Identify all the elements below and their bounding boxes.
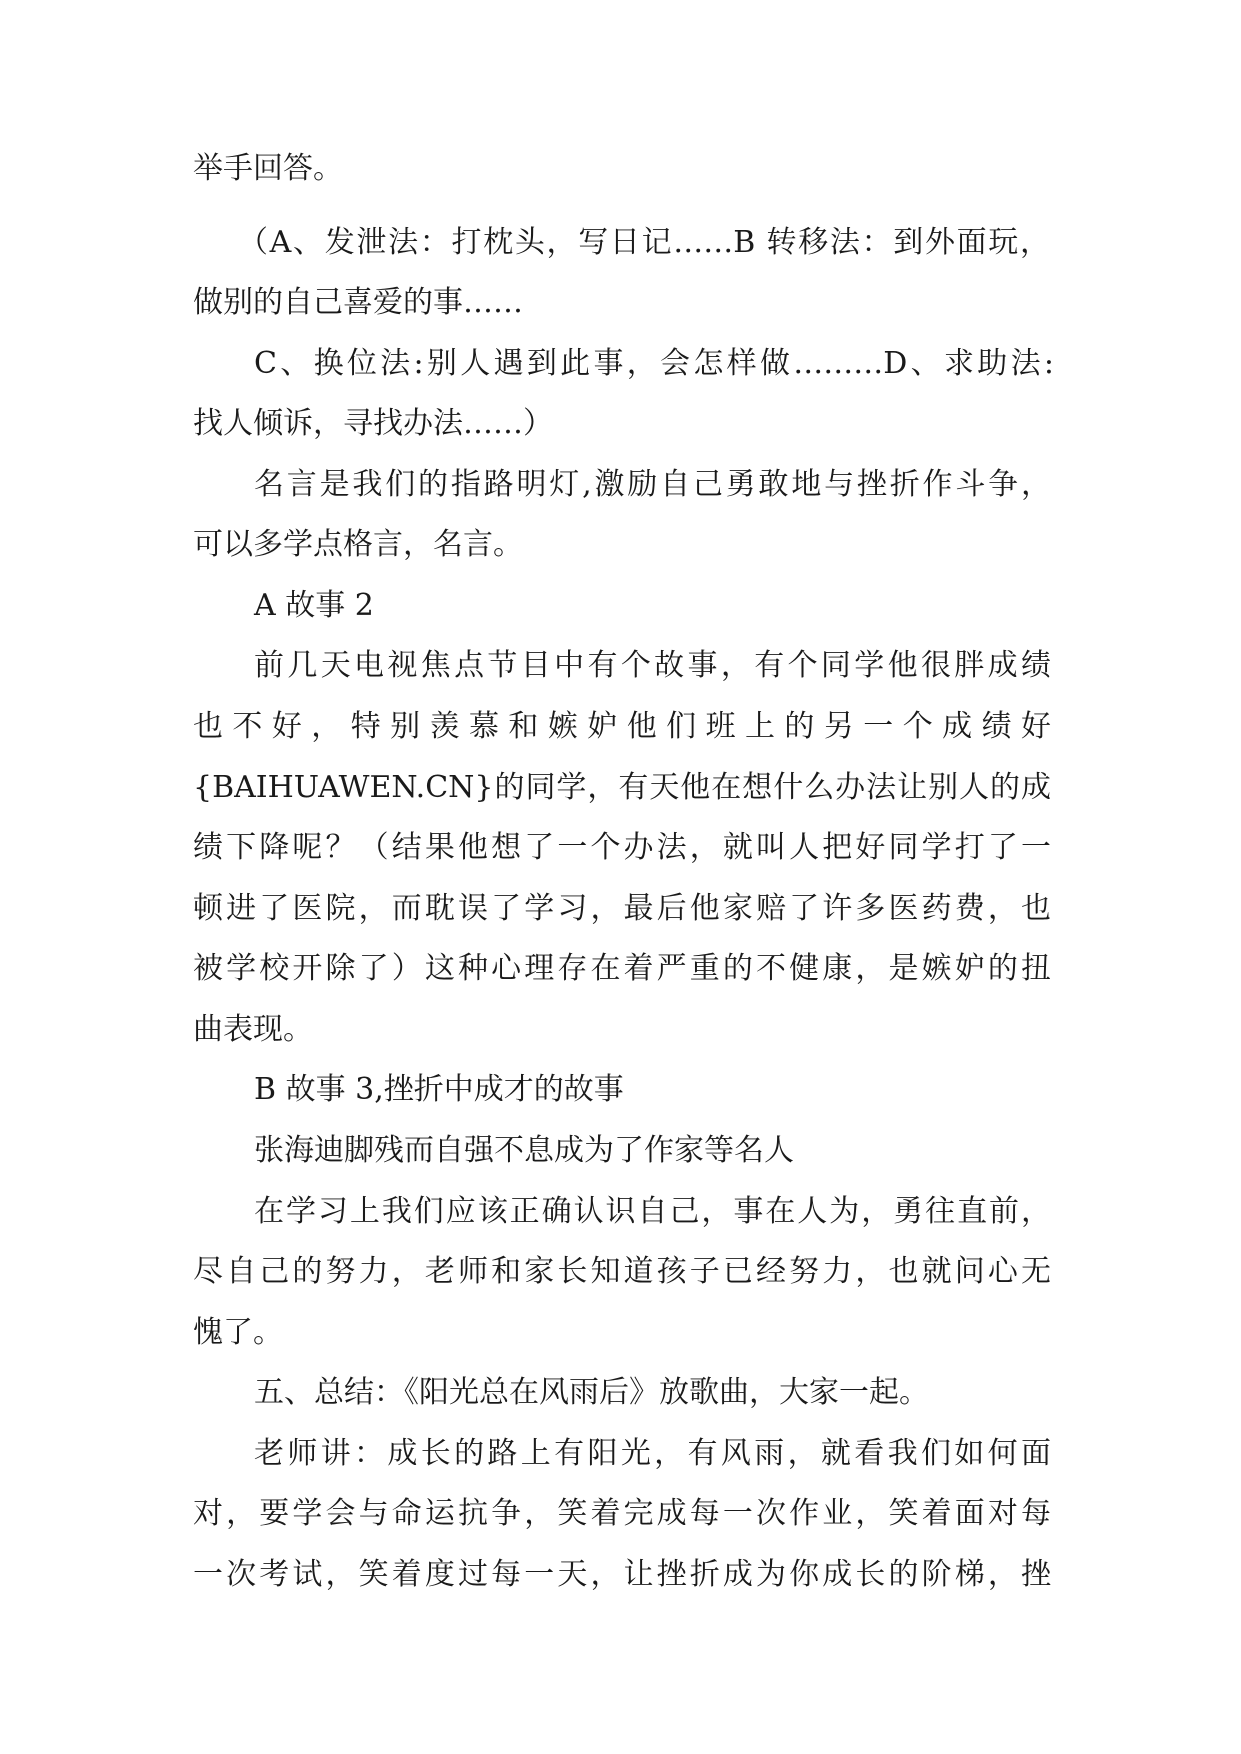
text-line: A 故事 2 — [254, 588, 374, 623]
text-line: 也不好，特别羡慕和嫉妒他们班上的另一个成绩好 — [193, 709, 1051, 744]
text-line: 做别的自己喜爱的事…… — [193, 285, 523, 320]
text-line: 曲表现。 — [193, 1012, 313, 1047]
text-line: 对，要学会与命运抗争，笑着完成每一次作业，笑着面对每 — [193, 1496, 1051, 1531]
text-line: 五、总结：《阳光总在风雨后》放歌曲，大家一起。 — [254, 1375, 929, 1410]
text-line: C、换位法:别人遇到此事，会怎样做………D、求助法: — [254, 346, 1054, 381]
text-line: 被学校开除了）这种心理存在着严重的不健康，是嫉妒的扭 — [193, 951, 1051, 986]
text-line: 名言是我们的指路明灯,激励自己勇敢地与挫折作斗争， — [254, 467, 1051, 502]
text-line: 前几天电视焦点节目中有个故事，有个同学他很胖成绩 — [254, 648, 1051, 683]
text-line: 举手回答。 — [193, 151, 343, 186]
text-line: 绩下降呢？（结果他想了一个办法，就叫人把好同学打了一 — [193, 830, 1051, 865]
text-line: 老师讲：成长的路上有阳光，有风雨，就看我们如何面 — [254, 1436, 1051, 1471]
text-line: 找人倾诉，寻找办法……） — [193, 406, 553, 441]
text-line: 可以多学点格言，名言。 — [193, 527, 523, 562]
text-line: B 故事 3,挫折中成才的故事 — [254, 1072, 624, 1107]
text-line: 顿进了医院，而耽误了学习，最后他家赔了许多医药费，也 — [193, 891, 1051, 926]
text-line: {BAIHUAWEN.CN}的同学，有天他在想什么办法让别人的成 — [193, 770, 1051, 805]
text-line: 愧了。 — [193, 1315, 283, 1350]
text-line: 尽自己的努力，老师和家长知道孩子已经努力，也就问心无 — [193, 1254, 1051, 1289]
text-line: 一次考试，笑着度过每一天，让挫折成为你成长的阶梯，挫 — [193, 1557, 1051, 1592]
text-line: （A、发泄法：打枕头，写日记……B 转移法：到外面玩， — [238, 225, 1050, 260]
text-line: 在学习上我们应该正确认识自己，事在人为，勇往直前， — [254, 1194, 1051, 1229]
text-line: 张海迪脚残而自强不息成为了作家等名人 — [254, 1133, 794, 1168]
